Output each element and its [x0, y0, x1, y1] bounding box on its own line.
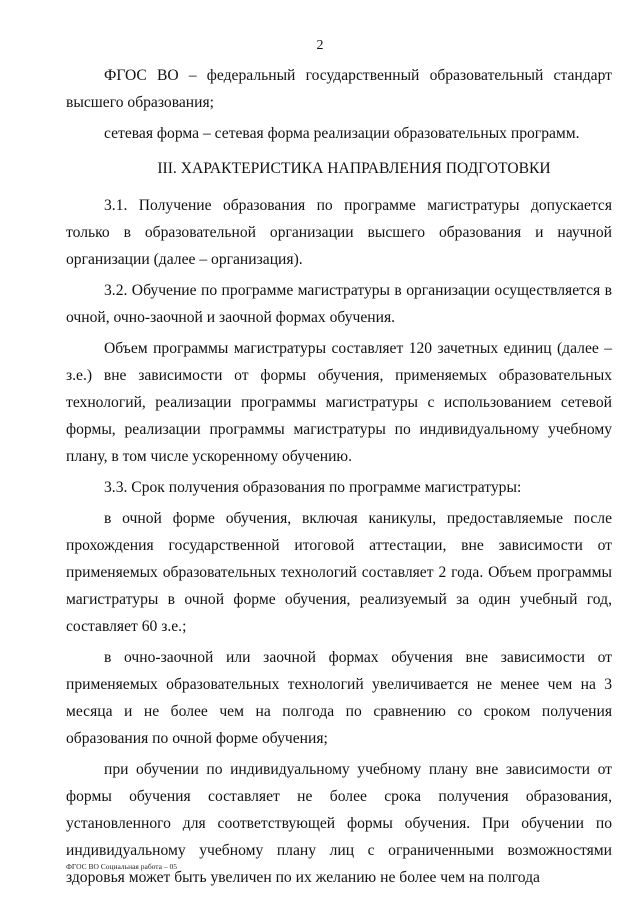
paragraph-3-2: 3.2. Обучение по программе магистратуры в организации осуществляется в очной, очно-заочной и заочной формах обучения.: [66, 282, 612, 326]
definition-fgos: ФГОС ВО – федеральный государственный образовательный стандарт высшего образования;: [66, 67, 612, 111]
page-content: [66, 62, 612, 895]
paragraph-volume: Объем программы магистратуры составляет 120 зачетных единиц (далее – з.е.) вне зависимости от формы обучения, применяемых образовательных технологий, реализации программы магистратуры с использованием сетевой формы, реализации программы магистратуры по индивидуальному учебному плану, в том числе ускоренному обучению.: [66, 340, 612, 465]
page-footer: ФГОС ВО Социальная работа – 05: [66, 862, 178, 871]
paragraph-3-1: 3.1. Получение образования по программе магистратуры допускается только в образовательной организации высшего образования и научной организации (далее – организация).: [66, 197, 612, 268]
paragraph-individual-plan: при обучении по индивидуальному учебному плану вне зависимости от формы обучения составляет не более срока получения образования, установленного для соответствующей формы обучения. При обучении по индивидуальному учебному плану лиц с ограниченными возможностями здоровья может быть увеличен по их желанию не более чем на полгода: [66, 761, 612, 886]
section-heading: III. ХАРАКТЕРИСТИКА НАПРАВЛЕНИЯ ПОДГОТОВКИ: [157, 160, 551, 177]
paragraph-part-time: в очно-заочной или заочной формах обучения вне зависимости от применяемых образовательных технологий увеличивается не менее чем на 3 месяца и не более чем на полгода по сравнению со сроком получения образования по очной форме обучения;: [66, 649, 612, 747]
paragraph-full-time: в очной форме обучения, включая каникулы, предоставляемые после прохождения государственной итоговой аттестации, вне зависимости от применяемых образовательных технологий составляет 2 года. Объем программы магистратуры в очной форме обучения, реализуемый за один учебный год, составляет 60 з.е.;: [66, 510, 612, 635]
definition-network-form: сетевая форма – сетевая форма реализации образовательных программ.: [104, 125, 580, 142]
page-number: 2: [316, 38, 324, 53]
paragraph-3-3: 3.3. Срок получения образования по программе магистратуры:: [104, 479, 522, 496]
